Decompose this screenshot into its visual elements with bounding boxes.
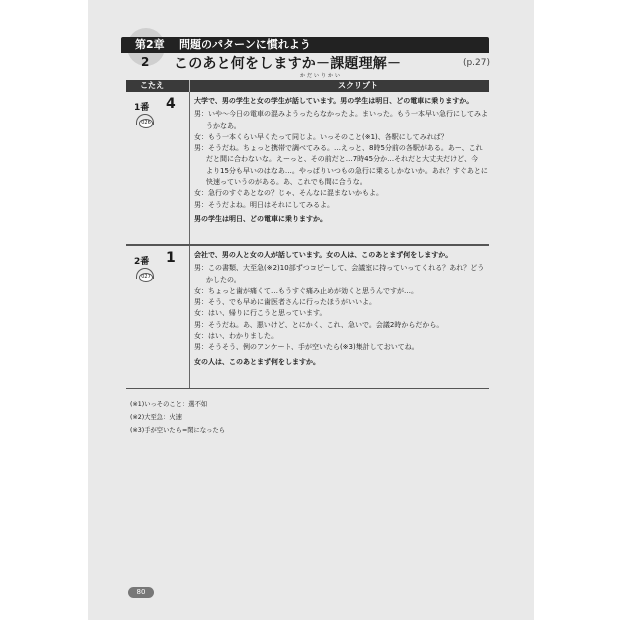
page-reference: (p.27) [462,58,490,68]
script-question: 男の学生は明日、どの電車に乗りますか。 [194,214,327,223]
script-line: 男：この書類、大至急(※2)10部ずつコピーして、会議室に持っていってくれる？あれ？どう [194,264,485,273]
script-text [194,250,484,368]
script-intro: 会社で、男の人と女の人が話しています。女の人は、このあとまず何をしますか。 [194,251,453,259]
script-line: より15分も早いのはなあ…。やっぱりいつもの急行に乗るしかないか。あれ？すぐあとに [206,166,488,175]
script-question: 女の人は、このあとまず何をしますか。 [194,357,320,366]
header-divider [189,80,190,92]
script-column-header: スクリプト [338,81,378,90]
footnote: (※2)大至急：火速 [130,414,182,421]
table-header [126,80,489,92]
script-line: 女：ちょっと歯が痛くて…もうすぐ痛み止めが効くと思うんですが…。 [194,286,418,295]
script-line: 男：そうそう、例のアンケート、手が空いたら(※3)集計しておいてね。 [194,343,419,352]
track-number: 026 [139,119,153,128]
script-line: かしたの。 [206,275,241,284]
script-line: 男：そうだね。あ、悪いけど、とにかく、これ、急いで。会議2時からだから。 [194,320,444,329]
chapter-label: 第2章 [135,38,165,51]
section-number: 2 [141,55,150,69]
question-number: 2番 [134,257,150,267]
script-line: 男：そうだよね。明日はそれにしてみるよ。 [194,200,334,209]
script-line: だと間に合わないな。えーっと、その前だと…7時45分か…それだと大丈夫だけど、今 [206,155,479,164]
script-line: 男：そう、でも早めに歯医者さんに行ったほうがいいよ。 [194,298,376,307]
page-number: 80 [128,587,154,598]
section-title: このあと何をしますか－課題理解－ [174,56,402,72]
script-line: 女：もう一本くらい早くたって同じよ。いっそのこと(※1)、各駅にしてみれば？ [194,132,448,141]
column-divider [189,92,190,244]
script-line: 男：いや～今日の電車の混みようったらなかったよ。まいった。もう一本早い急行にしてみよ [194,110,488,119]
track-number: 027 [139,273,153,282]
script-line: うかなあ。 [206,121,241,130]
script-line: 女：はい、わかりました。 [194,332,278,341]
script-line: 快速っていうのがある。あ、これでも間に合うな。 [206,178,367,187]
footnote: (※3)手が空いたら=閑になったら [130,427,226,434]
answer-script-table [126,80,489,389]
chapter-topic: 問題のパターンに慣れよう [179,38,311,51]
column-divider [189,246,190,388]
answer-value: 1 [166,250,176,266]
answer-column-header: こたえ [140,81,164,90]
script-intro: 大学で、男の学生と女の学生が話しています。男の学生は明日、どの電車に乗りますか。 [194,97,474,105]
answer-value: 4 [166,96,176,112]
script-line: 女：はい、帰りに行こうと思っています。 [194,309,327,318]
footnotes [130,398,225,437]
script-line: 男：そうだね。ちょっと携帯で調べてみる。…えっと、8時5分前の各駅がある。あー、これ [194,144,483,153]
chapter-bar [121,37,489,53]
question-number: 1番 [134,103,150,113]
headphones-icon [136,268,154,282]
headphones-icon [136,114,154,128]
script-line: 女：急行のすぐあとなの？じゃ、そんなに混まないかもよ。 [194,189,383,198]
footnote: (※1)いっそのこと：選不如 [130,401,208,408]
script-text [194,96,488,225]
table-row [126,92,489,245]
section-title-ruby: かだいりかい [300,73,343,79]
table-row [126,245,489,389]
